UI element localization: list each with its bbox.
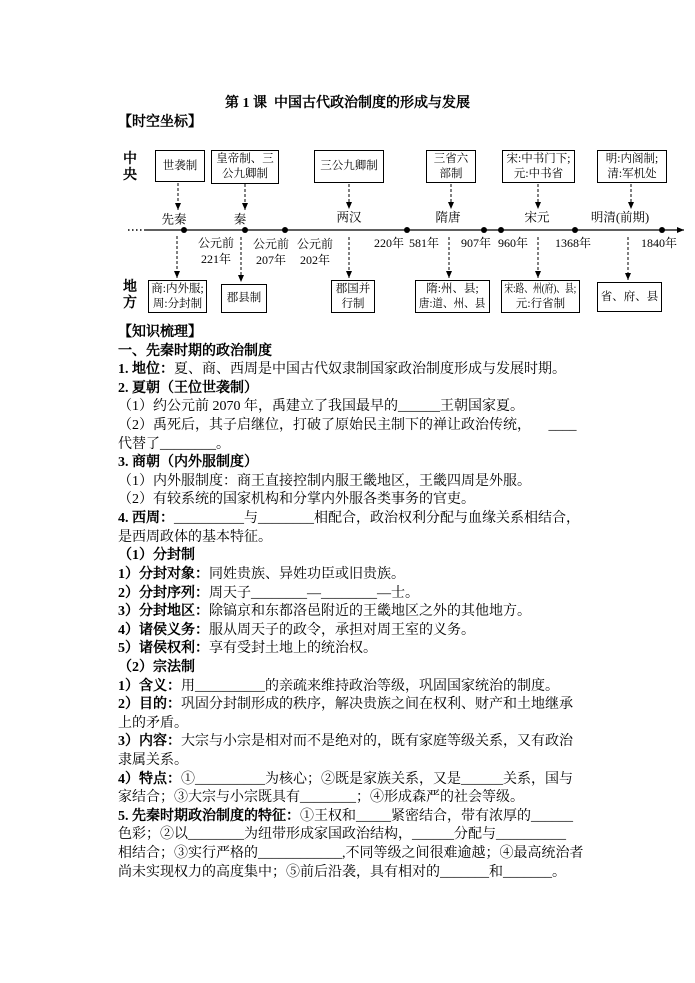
date-line: 207年 — [255, 253, 287, 267]
central-box-sui-tang — [426, 150, 476, 183]
knowledge-line — [118, 640, 588, 659]
knowledge-line: 上的矛盾。 — [118, 715, 188, 731]
knowledge-line — [118, 585, 588, 604]
item-text: ①__________为核心；②既是家族关系，又是______关系，国与 — [181, 771, 573, 787]
knowledge-line — [118, 566, 588, 585]
date-label — [498, 235, 528, 251]
central-box-hereditary — [155, 150, 205, 182]
box-line: 明:内阁制; — [605, 152, 659, 165]
date-label — [374, 235, 404, 251]
box-line: 宋:中书门下; — [506, 152, 571, 165]
item-label: 4）特点： — [118, 771, 181, 787]
item-label: 1）含义： — [118, 678, 181, 694]
section-heading: 一、先秦时期的政治制度 — [118, 343, 272, 359]
box-line: 周:分封制 — [152, 297, 203, 310]
box-line: 元:行省制 — [515, 297, 566, 310]
date-line: 202年 — [299, 253, 331, 267]
knowledge-line — [118, 771, 588, 790]
knowledge-line: 隶属关系。 — [118, 753, 188, 769]
local-box-sui-tang — [415, 280, 490, 313]
box-line: 唐:道、州、县 — [419, 297, 486, 310]
date-label — [409, 235, 439, 251]
central-box-qin — [211, 150, 279, 184]
subsection-heading: （2）宗法制 — [118, 659, 195, 675]
box-line: 三省六 — [433, 152, 469, 165]
box-line: 三公九卿制 — [320, 160, 378, 172]
knowledge-line — [118, 622, 588, 641]
knowledge-section — [118, 324, 588, 882]
item-label: 2）分封序列： — [118, 585, 209, 601]
knowledge-line — [118, 361, 588, 380]
local-box-ming-qing — [597, 282, 662, 312]
local-box-han — [331, 280, 375, 313]
page-title: 第 1 课 中国古代政治制度的形成与发展 — [225, 96, 470, 111]
timeline-dot — [242, 227, 248, 233]
timeline-dot — [181, 227, 187, 233]
box-line: 郡县制 — [226, 292, 262, 304]
date-line: 220年 — [373, 236, 405, 250]
item-text: 大宗与小宗是相对而不是绝对的，既有家庭等级关系，又有政治 — [181, 734, 573, 750]
central-label — [122, 152, 138, 184]
date-line: 1368年 — [554, 236, 592, 250]
date-label — [297, 236, 333, 268]
period-label: 秦 — [233, 212, 247, 227]
knowledge-line: 是西周政体的基本特征。 — [118, 529, 272, 545]
box-line: 公九卿制 — [222, 168, 268, 180]
local-label-char: 方 — [123, 296, 137, 311]
period-label: 先秦 — [161, 212, 187, 227]
date-label — [641, 235, 677, 251]
timeline-dot — [481, 227, 487, 233]
central-box-han — [314, 150, 384, 183]
item-text: __________与________相配合，政治权利分配与血缘关系相结合， — [174, 511, 580, 527]
box-line: 部制 — [439, 167, 463, 180]
item-label: 1. 地位： — [118, 362, 174, 378]
knowledge-heading: 【知识梳理】 — [118, 325, 202, 340]
timeline-dot — [659, 227, 665, 233]
date-label — [198, 235, 234, 267]
date-line: 1840年 — [640, 236, 678, 250]
period-label: 两汉 — [336, 210, 362, 225]
item-label: 4）诸侯义务： — [118, 622, 209, 638]
date-line: 公元前 — [197, 236, 235, 250]
subsection-heading: 3. 商朝（内外服制度） — [118, 455, 258, 471]
period-label: 隋唐 — [435, 210, 461, 225]
box-line: 隋:州、县; — [426, 282, 479, 295]
box-line: 行制 — [341, 297, 365, 310]
item-label: 5. 先秦时期政治制度的特征： — [118, 808, 300, 824]
box-line: 郡国并 — [335, 282, 371, 295]
item-label: 5）诸侯权利： — [118, 641, 209, 657]
box-line: 皇帝制、三 — [216, 153, 274, 165]
date-line: 公元前 — [252, 237, 290, 251]
item-text: 享有受封土地上的统治权。 — [209, 641, 377, 657]
item-text: 夏、商、西周是中国古代奴隶制国家政治制度形成与发展时期。 — [174, 362, 566, 378]
knowledge-line: （1）约公元前 2070 年，禹建立了我国最早的______王朝国家夏。 — [118, 399, 524, 415]
knowledge-line — [118, 733, 588, 752]
date-label — [461, 235, 491, 251]
timeline-dot — [282, 227, 288, 233]
knowledge-line — [118, 603, 588, 622]
date-line: 960年 — [497, 236, 529, 250]
knowledge-line: （1）内外服制度：商王直接控制内服王畿地区，王畿四周是外服。 — [118, 473, 531, 489]
date-line: 581年 — [408, 236, 440, 250]
item-label: 2）目的： — [118, 697, 181, 713]
box-line: 元:中书省 — [513, 167, 564, 180]
box-line: 省、府、县 — [600, 290, 659, 303]
date-line: 公元前 — [296, 237, 334, 251]
knowledge-line: 相结合；③实行严格的____________,不同等级之间很难逾越；④最高统治者 — [118, 846, 584, 862]
local-box-song-yuan — [501, 280, 580, 313]
item-text: 同姓贵族、异姓功臣或旧贵族。 — [209, 566, 405, 582]
knowledge-line: 家结合；③大宗与小宗既具有________；④形成森严的社会等级。 — [118, 790, 524, 806]
subsection-heading: 2. 夏朝（王位世袭制） — [118, 380, 258, 396]
item-label: 4. 西周： — [118, 511, 174, 527]
date-line: 221年 — [200, 252, 232, 266]
knowledge-line — [118, 696, 588, 715]
local-label-char: 地 — [123, 280, 137, 295]
knowledge-line — [118, 678, 588, 697]
local-box-shang-zhou — [148, 280, 207, 313]
item-text: 巩固分封制形成的秩序，解决贵族之间在权利、财产和土地继承 — [181, 697, 573, 713]
box-line: 商:内外服; — [151, 282, 204, 295]
period-label: 宋元 — [524, 210, 550, 225]
timeline-heading: 【时空坐标】 — [118, 115, 202, 130]
knowledge-line: （2）有较系统的国家机构和分掌内外服各类事务的官吏。 — [118, 492, 475, 508]
date-line: 907年 — [460, 236, 492, 250]
item-label: 1）分封对象： — [118, 566, 209, 582]
knowledge-line: 色彩；②以________为纽带形成家国政治结构，______分配与__________ — [118, 827, 566, 843]
item-text: 用__________的亲疏来维持政治等级，巩固国家统治的制度。 — [181, 678, 559, 694]
date-label — [253, 236, 289, 268]
knowledge-line — [118, 510, 588, 529]
central-label-char: 央 — [123, 168, 137, 183]
item-label: 3）分封地区： — [118, 604, 209, 620]
timeline-dot — [404, 227, 410, 233]
knowledge-line — [118, 808, 588, 827]
timeline-dot — [572, 227, 578, 233]
knowledge-line: （2）禹死后，其子启继位，打破了原始民主制下的禅让政治传统， ____ — [118, 418, 577, 434]
item-label: 3）内容： — [118, 734, 181, 750]
box-line: 世袭制 — [162, 159, 198, 172]
period-label: 明清(前期) — [590, 210, 650, 225]
central-label-char: 中 — [123, 152, 137, 167]
subsection-heading: （1）分封制 — [118, 548, 195, 564]
knowledge-line: 尚未实现权力的高度集中；⑤前后沿袭，具有相对的_______和_______。 — [118, 864, 566, 880]
item-text: ①王权和_____紧密结合，带有浓厚的______ — [300, 808, 573, 824]
box-line: 宋:路、州(府)、县; — [504, 282, 577, 295]
box-line: 清:军机处 — [607, 167, 657, 180]
item-text: 周天子________—________—士。 — [209, 585, 419, 601]
timeline-dot — [498, 227, 504, 233]
central-box-song-yuan — [502, 150, 575, 183]
item-text: 服从周天子的政令，承担对周王室的义务。 — [209, 622, 475, 638]
local-label — [122, 280, 138, 312]
knowledge-line: 代替了________。 — [118, 436, 230, 452]
item-text: 除镐京和东都洛邑附近的王畿地区之外的其他地方。 — [209, 604, 531, 620]
local-box-qin — [221, 284, 267, 313]
central-box-ming-qing — [597, 150, 667, 183]
date-label — [555, 235, 591, 251]
